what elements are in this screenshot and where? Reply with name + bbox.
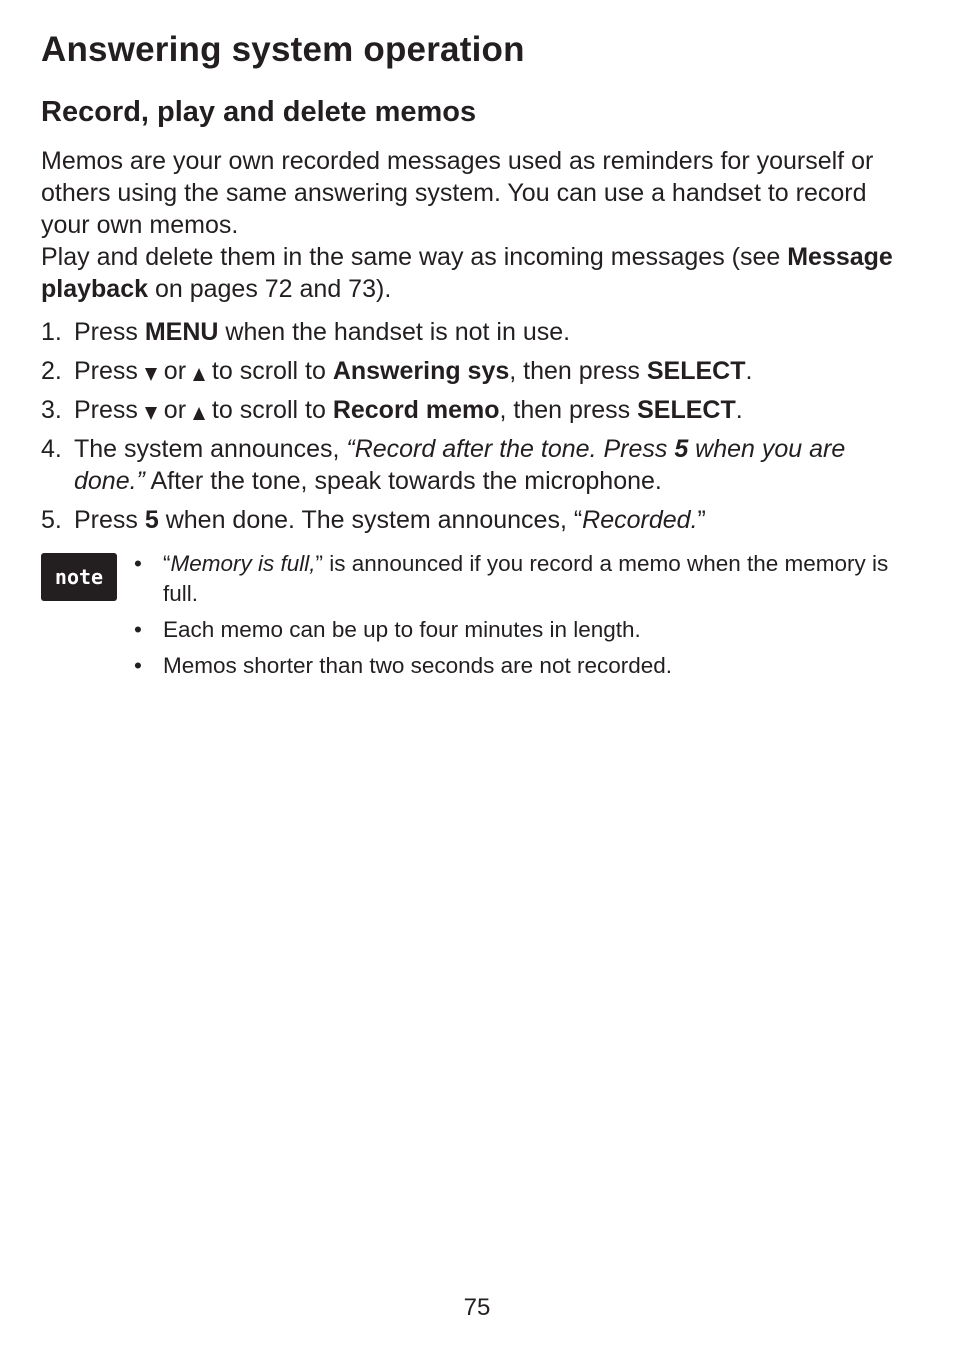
step-text: when the handset is not in use. <box>218 318 571 346</box>
menu-target: Answering sys <box>332 357 510 385</box>
intro-text-span: on pages 72 and 73). <box>148 275 392 303</box>
step-text: to scroll to <box>204 396 333 424</box>
intro-text-span: Play and delete them in the same way as incoming messages (see <box>41 243 788 271</box>
step-text: Press <box>74 396 145 424</box>
step-text: or <box>156 396 193 424</box>
intro-paragraph-2 <box>41 241 921 305</box>
quote-text: when you are done.” <box>74 435 846 495</box>
key-5: 5 <box>674 435 689 463</box>
step-text: , then press <box>509 357 647 385</box>
up-arrow-icon <box>193 407 205 420</box>
step-text: . <box>735 396 743 424</box>
step-2 <box>41 355 921 387</box>
down-arrow-icon <box>145 368 157 381</box>
intro-text <box>41 145 921 305</box>
step-3 <box>41 394 921 426</box>
step-text: or <box>156 357 193 385</box>
up-arrow-icon <box>193 368 205 381</box>
step-number: 5. <box>41 506 62 534</box>
step-text: Press <box>74 506 145 534</box>
step-4 <box>41 433 921 497</box>
step-1 <box>41 316 921 348</box>
down-arrow-icon <box>145 407 157 420</box>
step-number: 2. <box>41 357 62 385</box>
step-text: to scroll to <box>204 357 333 385</box>
key-5: 5 <box>144 506 159 534</box>
memory-full-quote: Memory is full, <box>170 551 316 576</box>
step-number: 3. <box>41 396 62 424</box>
step-number: 4. <box>41 435 62 463</box>
note-item <box>134 549 894 609</box>
note-list <box>134 549 894 687</box>
page-number: 75 <box>463 1294 491 1321</box>
key-menu: MENU <box>144 318 219 346</box>
section-title: Record, play and delete memos <box>41 96 477 128</box>
quote-text: “Record after the tone. Press <box>346 435 675 463</box>
step-5 <box>41 504 921 536</box>
step-text: The system announces, <box>74 435 347 463</box>
steps-list <box>41 316 921 543</box>
step-text: . <box>745 357 753 385</box>
step-text: Press <box>74 318 145 346</box>
message-playback-ref: Message playback <box>41 243 893 303</box>
page-title: Answering system operation <box>41 30 525 69</box>
step-text: ” <box>697 506 706 534</box>
note-text: ” is announced if you record a memo when the memory is full. <box>163 551 889 606</box>
note-item: • Memos shorter than two seconds are not recorded. <box>134 651 894 681</box>
note-badge: note <box>41 553 117 601</box>
note-text: “ <box>163 551 171 576</box>
intro-paragraph-1: Memos are your own recorded messages used as reminders for yourself or others using the same answering system. You can use a handset to record your own memos. <box>41 147 874 239</box>
step-number: 1. <box>41 318 62 346</box>
menu-target: Record memo <box>332 396 500 424</box>
key-select: SELECT <box>646 357 746 385</box>
note-item: • Each memo can be up to four minutes in length. <box>134 615 894 645</box>
key-select: SELECT <box>637 396 736 424</box>
step-text: After the tone, speak towards the microphone. <box>144 467 662 495</box>
announcement-quote: Recorded. <box>582 506 698 534</box>
step-text: , then press <box>499 396 638 424</box>
step-text: Press <box>74 357 145 385</box>
step-text: when done. The system announces, “ <box>158 506 583 534</box>
